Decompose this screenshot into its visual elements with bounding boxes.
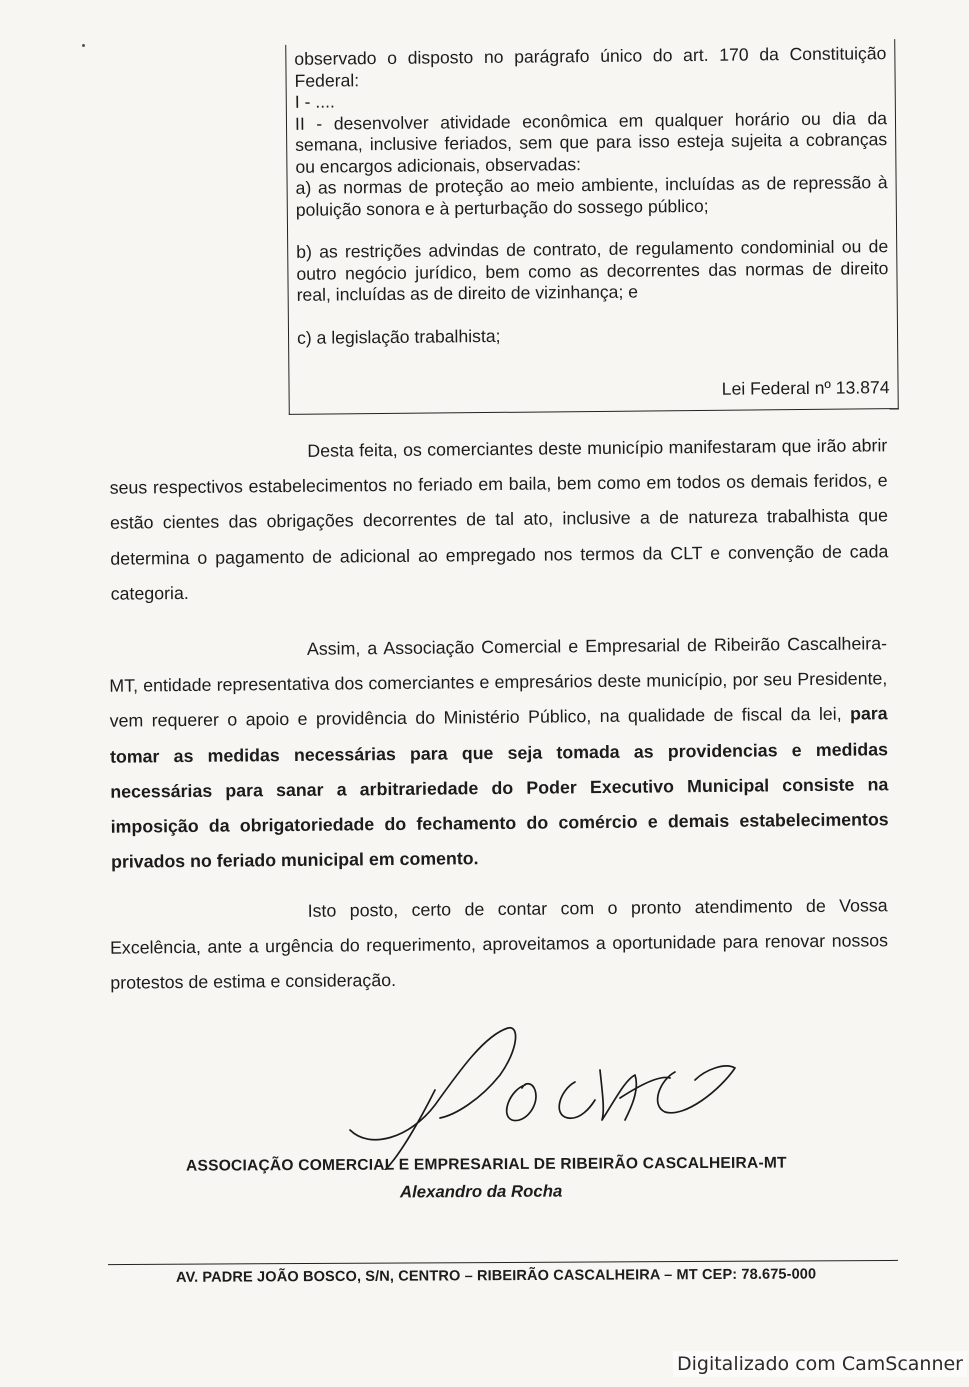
scan-speck <box>82 44 85 47</box>
law-reference: Lei Federal nº 13.874 <box>721 376 890 399</box>
paragraph-2-regular-text: Assim, a Associação Comercial e Empresarial de Ribeirão Cascalheira-MT, entidade representativa dos comerciantes e empresários deste município, por seu Presidente, vem requerer o apoio e providência do Ministério Público, na qualidade de fiscal da lei, <box>109 633 888 732</box>
quote-line-item-i: I - .... <box>294 91 335 112</box>
quote-line-intro: observado o disposto no parágrafo único do art. 170 da Constituição Federal: <box>294 43 887 91</box>
body-paragraph-3: Isto posto, certo de contar com o pronto atendimento de Vossa Excelência, ante a urgência do requerimento, aproveitamos a oportunidade para renovar nossos protestos de estima e consideração. <box>109 895 889 994</box>
quote-line-item-b: b) as restrições advindas de contrato, de regulamento condominial ou de outro negócio jurídico, bem como as decorrentes das normas de direito real, incluídas as de direito de vizinhança; e <box>296 236 889 305</box>
footer-address: AV. PADRE JOÃO BOSCO, S/N, CENTRO – RIBEIRÃO CASCALHEIRA – MT CEP: 78.675-000 <box>175 1266 817 1286</box>
quote-line-item-ii: II - desenvolver atividade econômica em qualquer horário ou dia da semana, inclusive feriados, sem que para isso esteja sujeita a cobranças ou encargos adicionais, observadas: <box>294 107 888 177</box>
body-paragraph-1: Desta feita, os comerciantes deste município manifestaram que irão abrir seus respectivos estabelecimentos no feriado em baila, bem como em todos os demais feridos, e estão cientes das obrigações decorrentes de tal ato, inclusive a de natureza trabalhista que determina o pagamento de adicional ao empregado nos termos da CLT e convenção de cada categoria. <box>109 435 889 604</box>
footer-divider <box>108 1260 898 1265</box>
quote-line-item-c: c) a legislação trabalhista; <box>296 325 501 348</box>
paragraph-2-bold-text: para tomar as medidas necessárias para que seja tomada as providencias e medidas necessárias para sanar a arbitrariedade do Poder Executivo Municipal consiste na imposição da obrigatoriedade do fechamento do comércio e demais estabelecimentos privados no feriado municipal em comento. <box>109 703 889 872</box>
camscanner-watermark: Digitalizado com CamScanner <box>673 1351 967 1377</box>
body-paragraph-2 <box>109 626 889 880</box>
handwritten-signature <box>340 1020 760 1170</box>
quote-line-item-a: a) as normas de proteção ao meio ambiente, incluídas as de repressão à poluição sonora e à perturbação do sossego público; <box>295 172 888 220</box>
quoted-law-box <box>285 39 899 415</box>
organization-name: ASSOCIAÇÃO COMERCIAL E EMPRESARIAL DE RIBEIRÃO CASCALHEIRA-MT <box>185 1154 787 1175</box>
signer-name: Alexandro da Rocha <box>399 1181 563 1202</box>
